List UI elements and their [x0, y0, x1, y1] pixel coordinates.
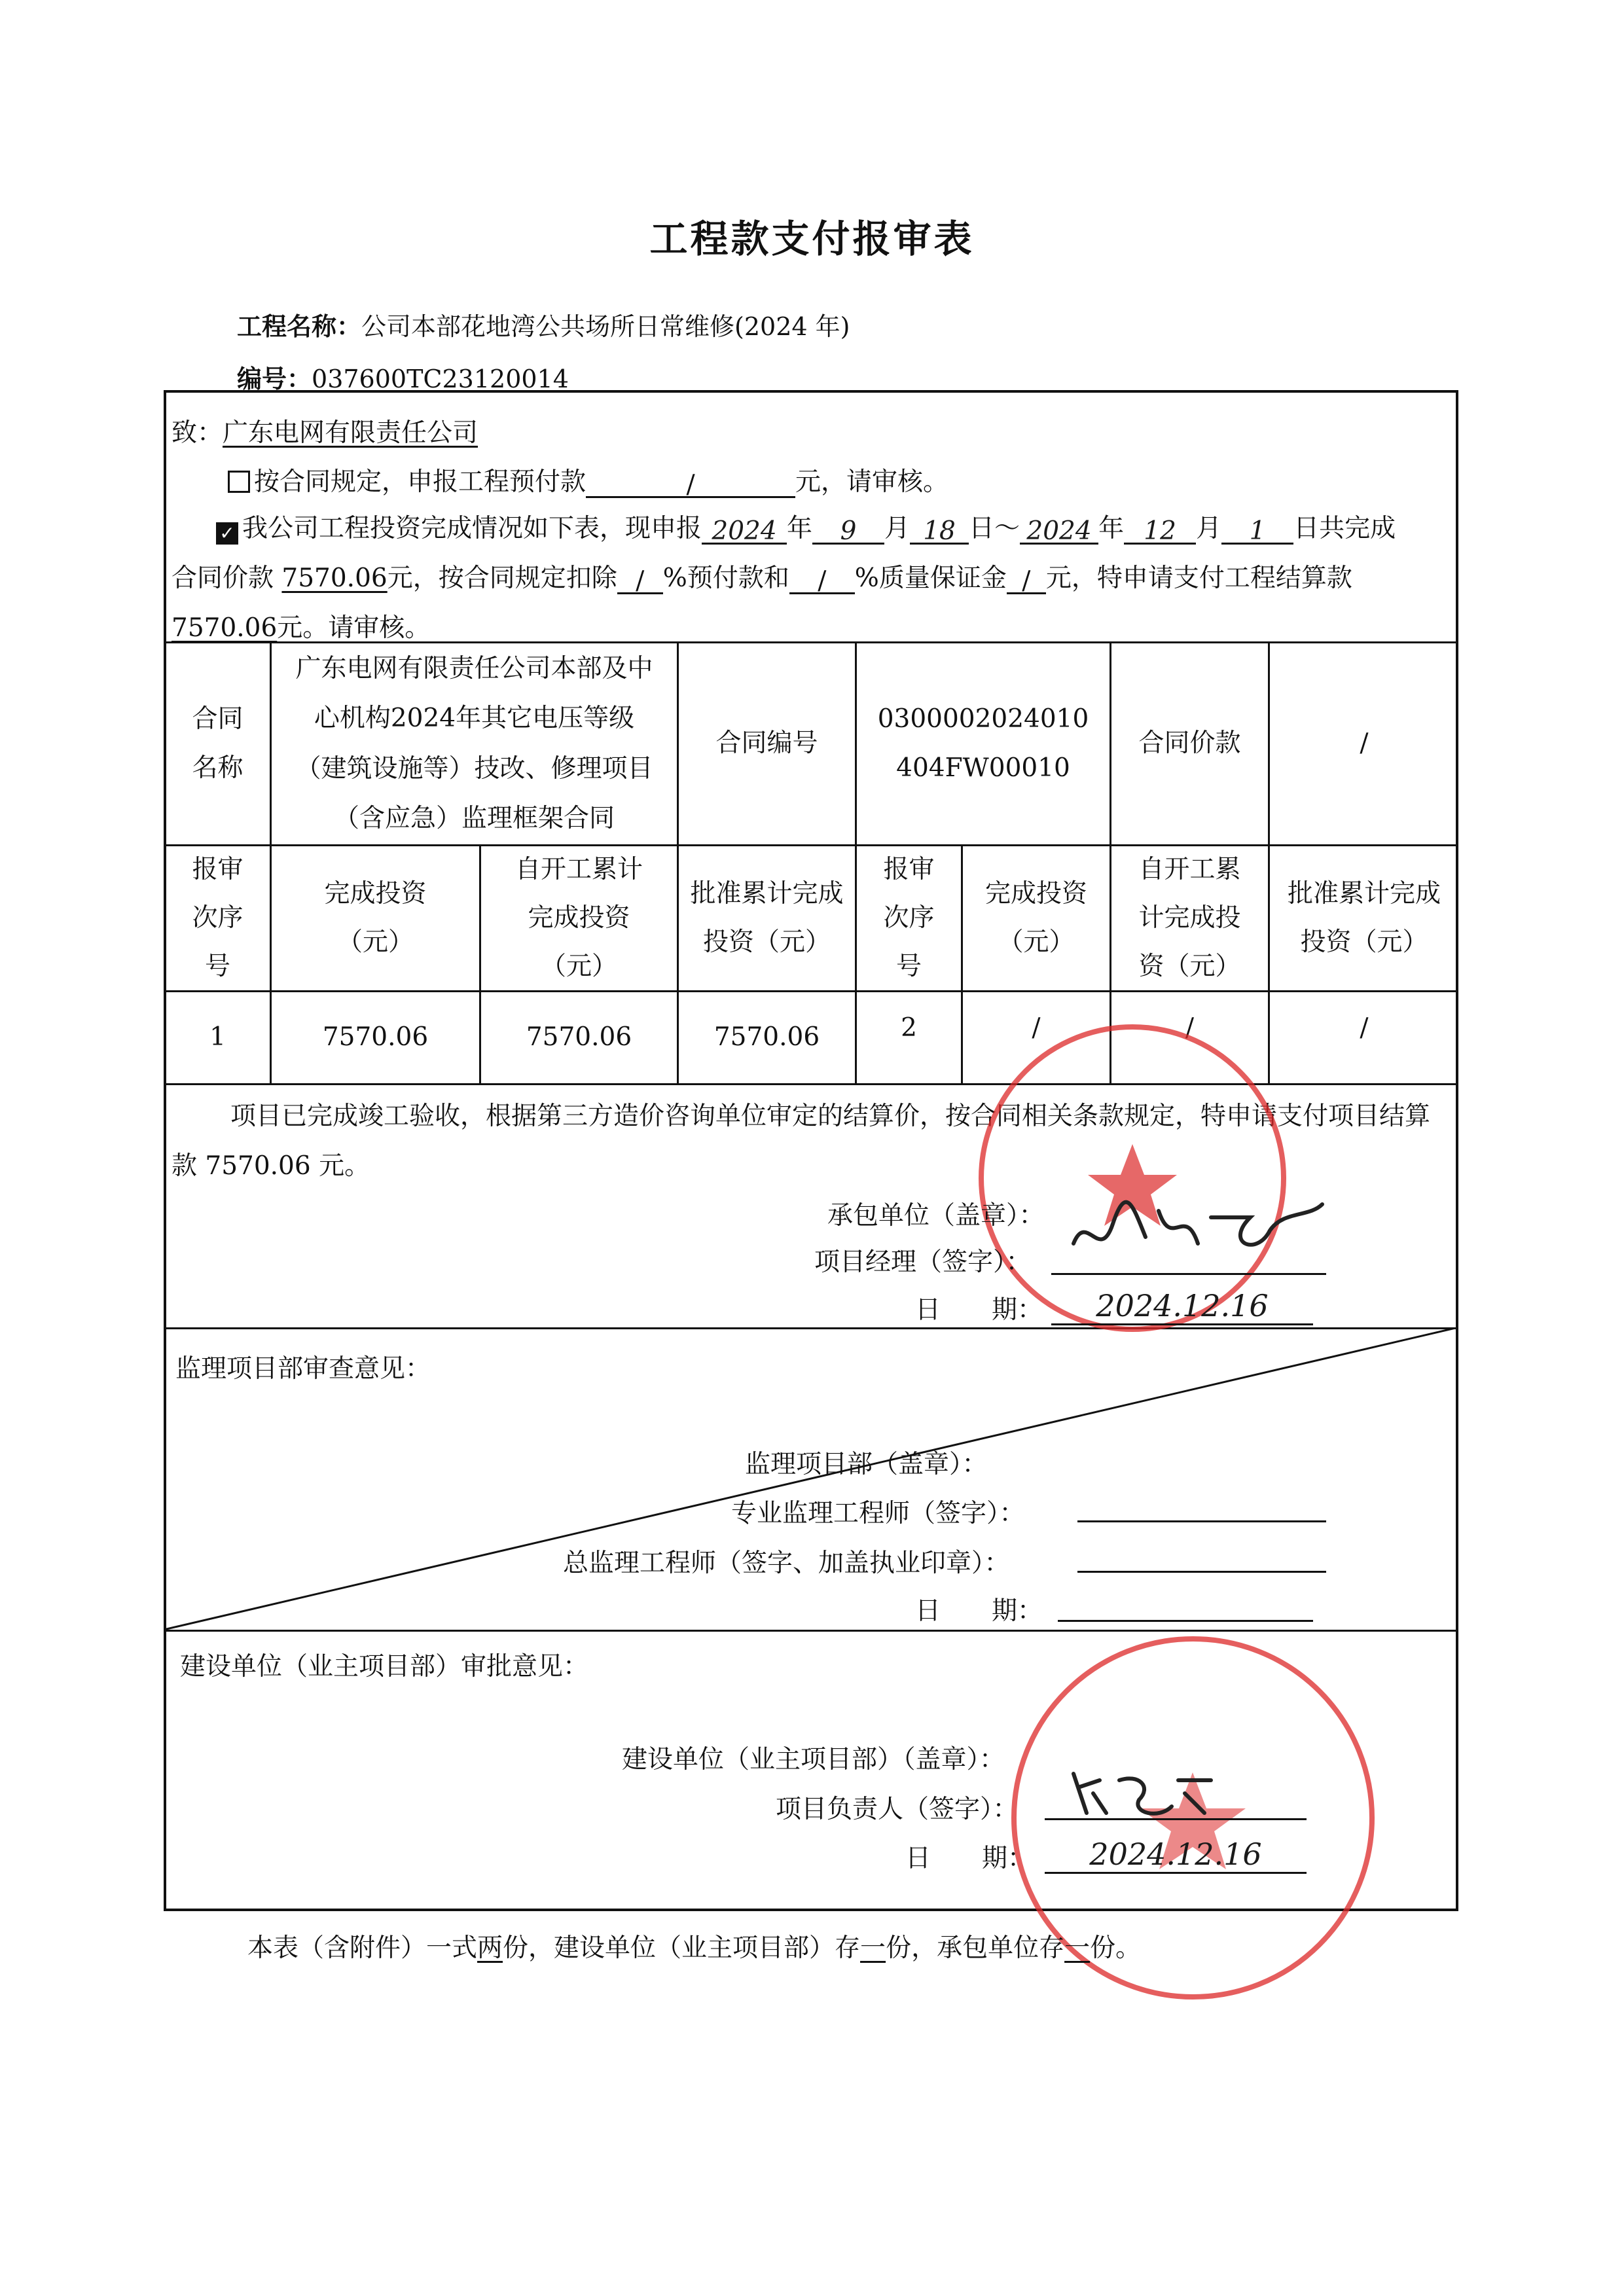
owner-heading: 建设单位（业主项目部）审批意见：	[180, 1652, 589, 1681]
seal-star-icon	[984, 1030, 1281, 1327]
progress-line2	[171, 558, 1352, 594]
owner-date-label: 日 期：	[905, 1844, 1034, 1873]
chief-signature-line[interactable]	[1077, 1571, 1326, 1573]
contractor-date-value: 2024.12.16	[1051, 1288, 1313, 1325]
start-day: 18	[910, 516, 969, 545]
contractor-unit-label: 承包单位（盖章）：	[827, 1201, 1045, 1230]
start-year: 2024	[702, 516, 787, 545]
supervision-date-line[interactable]	[1058, 1620, 1313, 1622]
owner-leader-label: 项目负责人（签字）：	[776, 1795, 1019, 1824]
contract-name: 广东电网有限责任公司本部及中心机构2024年其它电压等级（建筑设施等）技改、修理项目（含应急）监理框架合同	[295, 654, 653, 833]
contract-no: 0300002024010404FW00010	[877, 704, 1089, 783]
owner-unit-label: 建设单位（业主项目部）（盖章）：	[622, 1745, 1005, 1774]
table-header-seq-2: 报审次序号	[883, 854, 935, 982]
page-title: 工程款支付报审表	[649, 217, 975, 261]
manager-signature-line	[1051, 1273, 1326, 1275]
end-year: 2024	[1020, 516, 1098, 545]
project-name-value: 公司本部花地湾公共场所日常维修(2024 年)	[361, 312, 850, 341]
supervision-heading: 监理项目部审查意见：	[175, 1354, 431, 1384]
code-value: 037600TC23120014	[312, 365, 569, 393]
contractor-manager-label: 项目经理（签字）：	[814, 1247, 1032, 1277]
prepay-percent-blank: /	[617, 566, 663, 594]
progress-checkbox[interactable]: ✓	[216, 522, 238, 545]
engineer-signature-line[interactable]	[1077, 1520, 1326, 1522]
contract-price-text: 合同价款	[171, 564, 274, 593]
end-month: 12	[1124, 516, 1196, 545]
footer-copies: 两	[477, 1933, 503, 1963]
contract-price: /	[1360, 728, 1369, 759]
to-label: 致：	[171, 418, 223, 448]
progress-end-tail: 日共完成	[1293, 514, 1396, 543]
settlement-tail: 元。请审核。	[277, 613, 431, 643]
contract-name-label: 合同名称	[192, 704, 244, 783]
table-cell-seq: 1	[209, 1022, 226, 1052]
table-cell-approved-2: /	[1360, 1013, 1369, 1043]
contractor-seal	[979, 1024, 1286, 1332]
contract-no-label: 合同编号	[715, 728, 818, 759]
prepay-text: %预付款和	[662, 564, 789, 593]
divider-supervision	[164, 1630, 1458, 1632]
table-header-seq: 报审次序号	[192, 854, 244, 982]
footer-contractor-copies: 一	[1064, 1933, 1091, 1963]
quality-text: %质量保证金	[854, 564, 1007, 593]
footer-note: 本表（含附件）一式两份，建设单位（业主项目部）存一份，承包单位存一份。	[247, 1933, 1142, 1963]
to-row	[171, 412, 478, 449]
start-month: 9	[812, 516, 884, 545]
contractor-date-label: 日 期：	[915, 1295, 1043, 1325]
quality-percent-blank: /	[789, 566, 855, 594]
deduct-text: 元，按合同规定扣除	[387, 564, 617, 593]
progress-text-a: 我公司工程投资完成情况如下表，现申报	[242, 514, 702, 543]
table-header-invest-2: 完成投资（元）	[984, 878, 1087, 957]
footer-owner-copies: 一	[860, 1933, 886, 1963]
table-header-approved-2: 批准累计完成投资（元）	[1287, 878, 1441, 957]
code-label: 编号：	[237, 365, 312, 393]
table-header-invest: 完成投资（元）	[324, 878, 427, 957]
year-unit: 年	[787, 514, 813, 543]
year-unit: 年	[1098, 514, 1125, 543]
progress-line3	[171, 607, 430, 644]
table-cell-cumulative: 7570.06	[526, 1022, 632, 1052]
manager-signature	[1060, 1191, 1335, 1270]
end-day: 1	[1221, 516, 1293, 545]
month-unit: 月	[884, 514, 911, 543]
table-header-cumulative-2: 自开工累计完成投资（元）	[1138, 854, 1241, 982]
contract-price-label: 合同价款	[1138, 728, 1241, 759]
to-value: 广东电网有限责任公司	[223, 418, 478, 448]
code-row	[237, 359, 569, 395]
settlement-text: 元，特申请支付工程结算款	[1045, 564, 1352, 593]
table-header-approved: 批准累计完成投资（元）	[690, 878, 844, 957]
supervision-dept-label: 监理项目部（盖章）：	[745, 1450, 988, 1479]
table-cell-cumulative-2: /	[1185, 1013, 1195, 1043]
day-unit-range: 日～	[969, 514, 1020, 543]
supervision-chief-label: 总监理工程师（签字、加盖执业印章）：	[563, 1549, 1010, 1578]
supervision-engineer-label: 专业监理工程师（签字）：	[731, 1499, 1025, 1528]
prepayment-blank: /	[586, 470, 795, 498]
table-header-cumulative: 自开工累计完成投资（元）	[514, 854, 643, 982]
project-name-label: 工程名称：	[237, 312, 362, 341]
table-cell-seq-2: 2	[901, 1013, 917, 1043]
owner-date-value: 2024.12.16	[1045, 1837, 1307, 1874]
option-progress	[216, 508, 1396, 545]
table-cell-invest-2: /	[1032, 1013, 1041, 1043]
applicant-statement: 项目已完成竣工验收，根据第三方造价咨询单位审定的结算价，按合同相关条款规定，特申请支付项目结算款 7570.06 元。	[171, 1102, 1431, 1181]
table-cell-invest: 7570.06	[322, 1022, 429, 1052]
prepayment-checkbox[interactable]	[228, 471, 250, 493]
project-name-row	[237, 306, 850, 342]
leader-signature	[1060, 1761, 1231, 1826]
prepayment-text-a: 按合同规定，申报工程预付款	[254, 467, 586, 497]
table-cell-approved: 7570.06	[713, 1022, 820, 1052]
month-unit: 月	[1196, 514, 1222, 543]
supervision-date-label: 日 期：	[915, 1596, 1043, 1626]
prepayment-text-b: 元，请审核。	[795, 467, 949, 497]
option-prepayment	[228, 461, 948, 498]
deduct-amount-blank: /	[1007, 566, 1046, 594]
settlement-amount: 7570.06	[171, 613, 278, 643]
contract-amount: 7570.06	[281, 564, 388, 593]
